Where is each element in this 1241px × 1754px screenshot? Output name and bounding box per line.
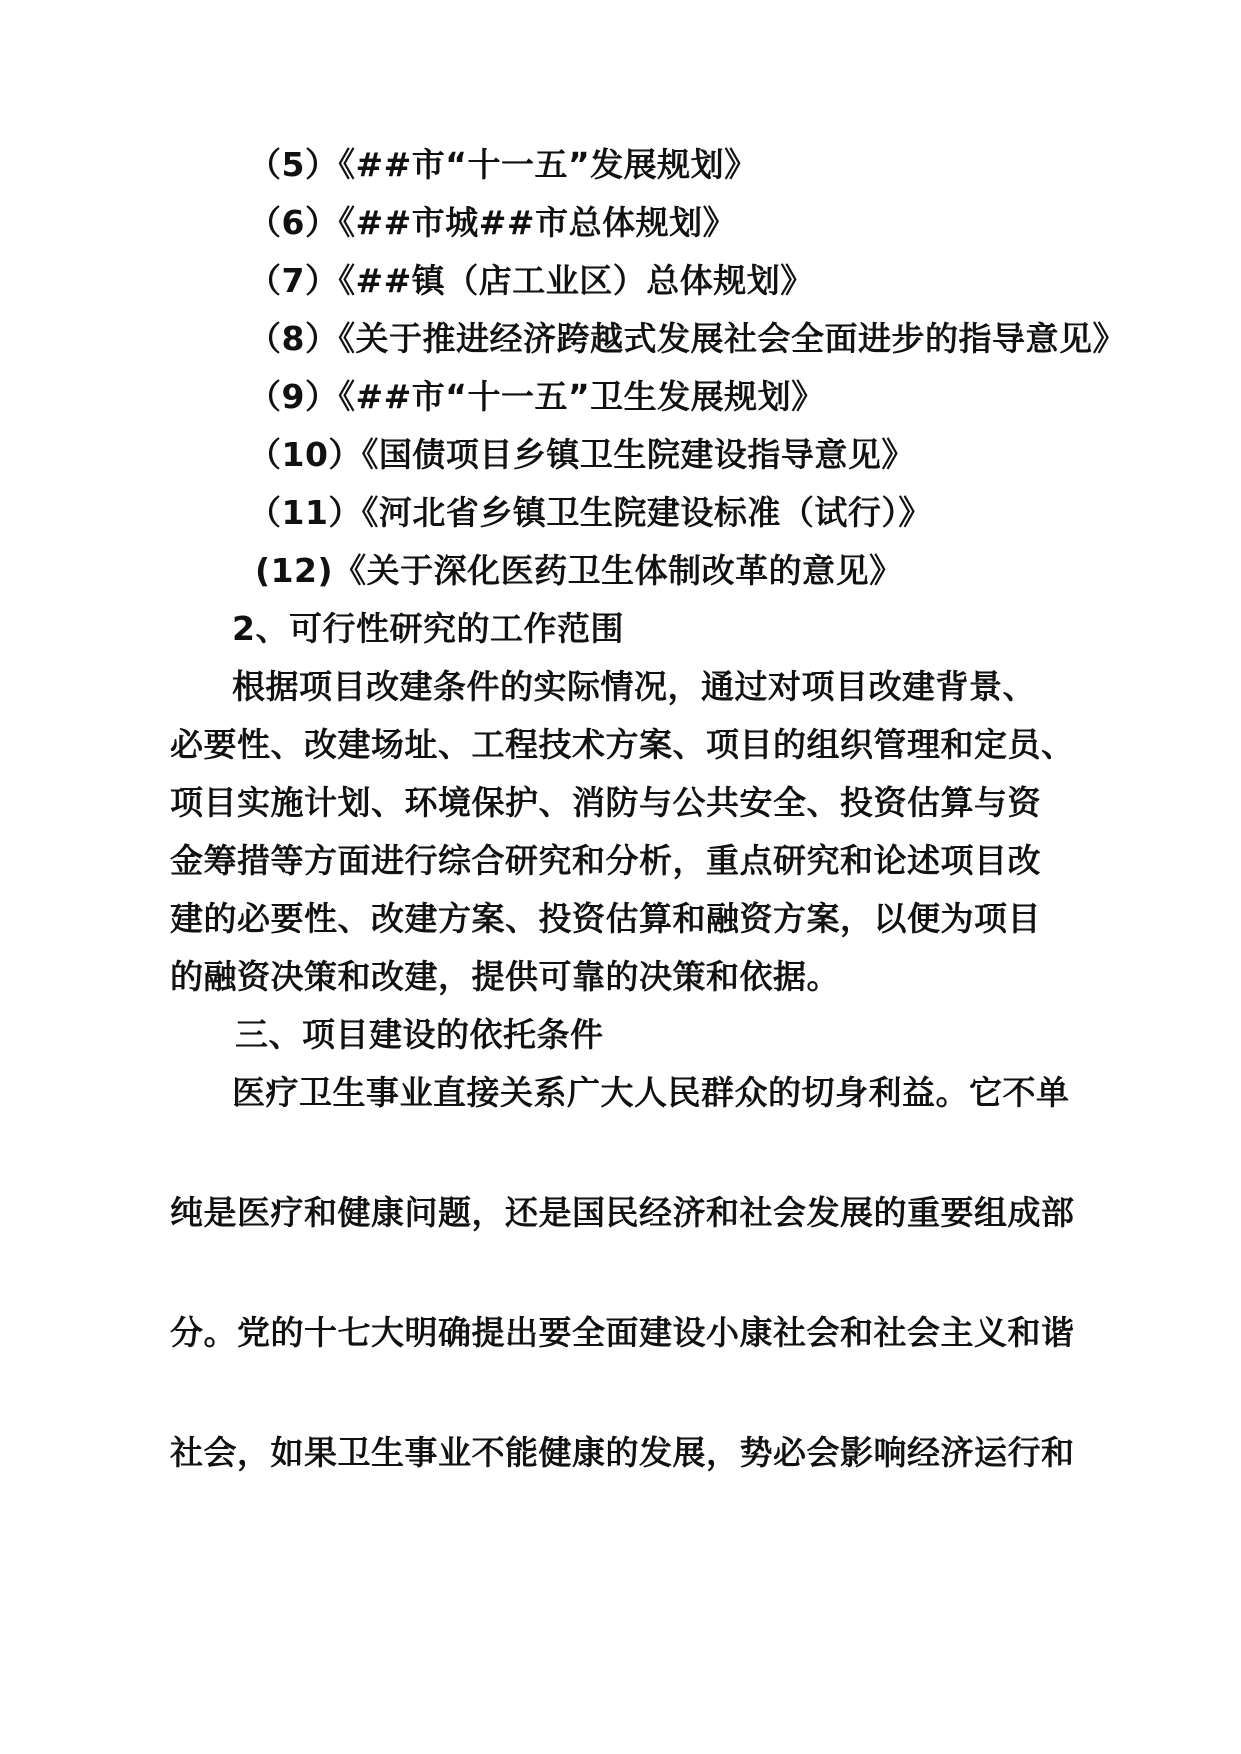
section-3-paragraph-line: 医疗卫生事业直接关系广大人民群众的切身利益。它不单 [232,1073,1070,1112]
section-2-paragraph-line: 建的必要性、改建方案、投资估算和融资方案，以便为项目 [170,899,1041,938]
section-3-heading: 三、项目建设的依托条件 [235,1015,604,1054]
reference-item-9: （9）《##市“十一五”卫生发展规划》 [248,377,825,416]
section-2-heading: 2、可行性研究的工作范围 [232,609,624,648]
reference-item-12: (12)《关于深化医药卫生体制改革的意见》 [255,551,903,590]
section-2-paragraph-line: 项目实施计划、环境保护、消防与公共安全、投资估算与资 [170,783,1041,822]
section-3-paragraph-line: 社会，如果卫生事业不能健康的发展，势必会影响经济运行和 [170,1433,1075,1472]
section-3-paragraph-line: 分。党的十七大明确提出要全面建设小康社会和社会主义和谐 [170,1313,1075,1352]
section-2-paragraph-line: 的融资决策和改建，提供可靠的决策和依据。 [170,957,840,996]
section-2-paragraph-line: 根据项目改建条件的实际情况，通过对项目改建背景、 [232,667,1036,706]
reference-item-5: （5）《##市“十一五”发展规划》 [248,145,758,184]
section-2-paragraph-line: 必要性、改建场址、工程技术方案、项目的组织管理和定员、 [170,725,1075,764]
reference-item-6: （6）《##市城##市总体规划》 [248,203,737,242]
reference-item-7: （7）《##镇（店工业区）总体规划》 [248,261,814,300]
section-3-paragraph-line: 纯是医疗和健康问题，还是国民经济和社会发展的重要组成部 [170,1193,1075,1232]
section-2-paragraph-line: 金筹措等方面进行综合研究和分析，重点研究和论述项目改 [170,841,1041,880]
reference-item-10: （10）《国债项目乡镇卫生院建设指导意见》 [248,435,915,474]
reference-item-11: （11）《河北省乡镇卫生院建设标准（试行）》 [248,493,932,532]
reference-item-8: （8）《关于推进经济跨越式发展社会全面进步的指导意见》 [248,319,1126,358]
